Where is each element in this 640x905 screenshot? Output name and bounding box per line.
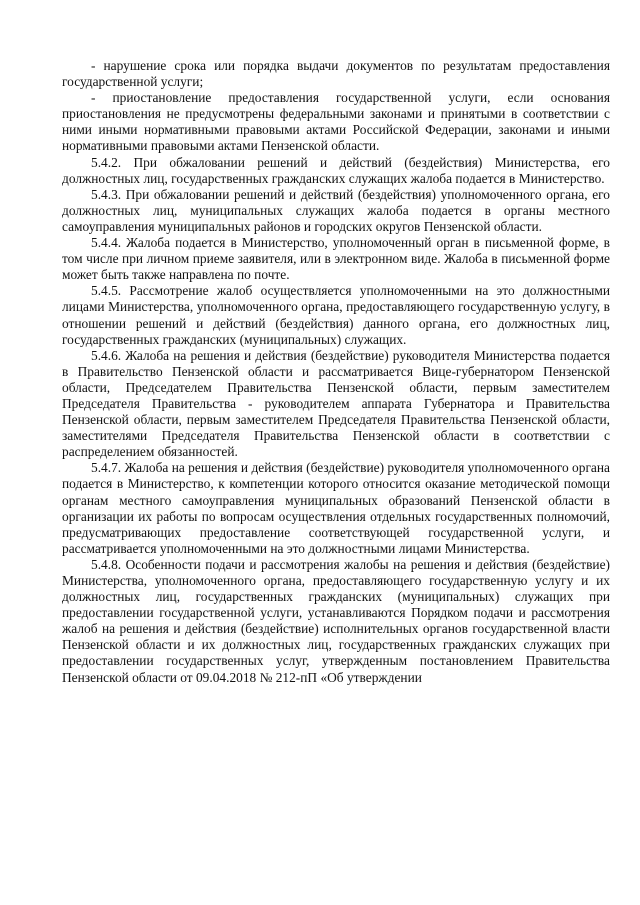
paragraph-5-4-4: 5.4.4. Жалоба подается в Министерство, уполномоченный орган в письменной форме, в том числе при личном приеме заявителя, или в электронном виде. Жалоба в письменной форме может быть также направлена по почте. <box>62 235 610 283</box>
paragraph-5-4-6: 5.4.6. Жалоба на решения и действия (бездействие) руководителя Министерства подается в Правительство Пензенской области и рассматривается Вице-губернатором Пензенской области, Председателем Правительства Пензенской области, первым заместителем Председателя Правительства - руководителем аппарата Губернатора и Правительства Пензенской области, первым заместителем Председателя Правительства Пензенской области, заместителями Председателя Правительства Пензенской области в соответствии с распределением обязанностей. <box>62 347 610 460</box>
paragraph-5-4-2: 5.4.2. При обжаловании решений и действий (бездействия) Министерства, его должностных лиц, государственных гражданских служащих жалоба подается в Министерство. <box>62 154 610 186</box>
document-page <box>62 58 610 686</box>
paragraph-5-4-7: 5.4.7. Жалоба на решения и действия (бездействие) руководителя уполномоченного органа подается в Министерство, к компетенции которого относится оказание методической помощи органам местного самоуправления муниципальных образований Пензенской области в организации их работы по вопросам осуществления отдельных государственных полномочий, предусматривающих предоставление соответствующей государственной услуги, и рассматривается уполномоченными на это должностными лицами Министерства. <box>62 460 610 556</box>
paragraph-5-4-5: 5.4.5. Рассмотрение жалоб осуществляется уполномоченными на это должностными лицами Министерства, уполномоченного органа, предоставляющего государственную услугу, в отношении решений и действий (бездействия) данного органа, его должностных лиц, государственных гражданских (муниципальных) служащих. <box>62 283 610 347</box>
paragraph-suspension: - приостановление предоставления государственной услуги, если основания приостановления не предусмотрены федеральными законами и принятыми в соответствии с ними иными нормативными правовыми актами Российской Федерации, законами и иными нормативными правовыми актами Пензенской области. <box>62 90 610 154</box>
paragraph-5-4-8: 5.4.8. Особенности подачи и рассмотрения жалобы на решения и действия (бездействие) Министерства, уполномоченного органа, предоставляющего государственную услугу и их должностных лиц, государственных гражданских (муниципальных) служащих при предоставлении государственной услуги, устанавливаются Порядком подачи и рассмотрения жалоб на решения и действия (бездействие) исполнительных органов государственной власти Пензенской области и их должностных лиц, государственных гражданских служащих при предоставлении государственных услуг, утвержденным постановлением Правительства Пензенской области от 09.04.2018 № 212-пП «Об утверждении <box>62 556 610 685</box>
paragraph-violation-deadline: - нарушение срока или порядка выдачи документов по результатам предоставления государственной услуги; <box>62 58 610 90</box>
paragraph-5-4-3: 5.4.3. При обжаловании решений и действий (бездействия) уполномоченного органа, его должностных лиц, муниципальных служащих жалоба подается в органы местного самоуправления муниципальных районов и городских округов Пензенской области. <box>62 186 610 234</box>
